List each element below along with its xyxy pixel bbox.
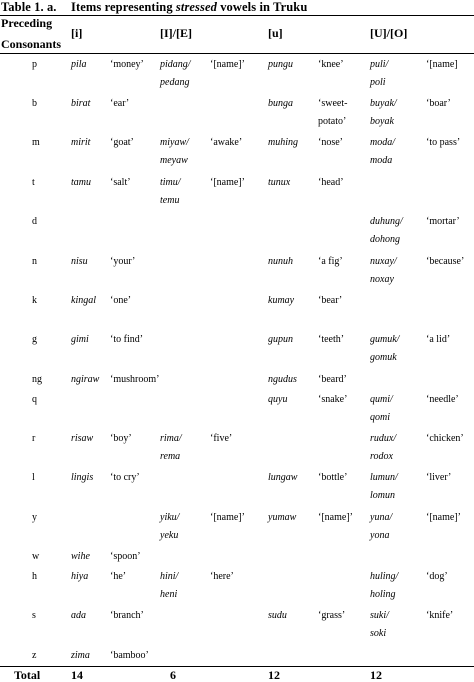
uo-gloss-cell: ‘[name]’ xyxy=(426,512,461,523)
u-gloss-cell: ‘head’ xyxy=(318,177,344,188)
uo-gloss-cell: ‘a lid’ xyxy=(426,334,451,345)
ie-gloss-cell: ‘[name]’ xyxy=(210,177,245,188)
total-i: 14 xyxy=(71,668,83,682)
ie-word-cell: yiku/ xyxy=(160,512,180,523)
table-title xyxy=(1,1,307,13)
consonant-cell: n xyxy=(32,256,37,267)
uo-word-cell: poli xyxy=(370,77,386,88)
consonant-cell: p xyxy=(32,59,37,70)
title-emphasis: stressed xyxy=(175,0,217,14)
uo-word-cell: suki/ xyxy=(370,610,389,621)
ie-word-cell: rema xyxy=(160,451,181,462)
uo-gloss-cell: ‘knife’ xyxy=(426,610,454,621)
uo-word-cell: dohong xyxy=(370,234,400,245)
title-text-pre: Items representing xyxy=(71,0,176,14)
i-gloss-cell: ‘your’ xyxy=(110,256,136,267)
consonant-cell: t xyxy=(32,177,35,188)
u-word-cell: bunga xyxy=(268,98,293,109)
u-gloss-cell: ‘grass’ xyxy=(318,610,346,621)
consonant-cell: l xyxy=(32,472,35,483)
ie-gloss-cell: ‘awake’ xyxy=(210,137,243,148)
i-word-cell: ɑda xyxy=(71,610,86,621)
u-word-cell: sudu xyxy=(268,610,287,621)
i-gloss-cell: ‘boy’ xyxy=(110,433,132,444)
u-word-cell: lungaw xyxy=(268,472,298,483)
consonant-cell: b xyxy=(32,98,37,109)
u-gloss-cell: ‘sweet- xyxy=(318,98,348,109)
u-gloss-cell: ‘bear’ xyxy=(318,295,343,306)
i-gloss-cell: ‘branch’ xyxy=(110,610,144,621)
uo-word-cell: nuxay/ xyxy=(370,256,397,267)
consonant-cell: m xyxy=(32,137,40,148)
uo-gloss-cell: ‘needle’ xyxy=(426,394,459,405)
uo-word-cell: lumun/ xyxy=(370,472,398,483)
ie-word-cell: temu xyxy=(160,195,180,206)
consonant-cell: q xyxy=(32,394,37,405)
uo-word-cell: huling/ xyxy=(370,571,399,582)
u-gloss-cell: ‘snake’ xyxy=(318,394,348,405)
i-gloss-cell: ‘he’ xyxy=(110,571,127,582)
i-word-cell: hiya xyxy=(71,571,89,582)
i-gloss-cell: ‘to find’ xyxy=(110,334,144,345)
ie-gloss-cell: ‘five’ xyxy=(210,433,233,444)
u-word-cell: tunux xyxy=(268,177,291,188)
u-word-cell: ngudus xyxy=(268,374,297,385)
header-consonants: Consonants xyxy=(1,37,62,51)
i-word-cell: nisu xyxy=(71,256,88,267)
u-gloss-cell: ‘[name]’ xyxy=(318,512,353,523)
uo-word-cell: rodox xyxy=(370,451,393,462)
consonant-cell: s xyxy=(32,610,36,621)
table-number: Table 1. a. xyxy=(1,0,57,14)
u-word-cell: kumay xyxy=(268,295,295,306)
consonant-cell: g xyxy=(32,334,37,345)
uo-word-cell: moda/ xyxy=(370,137,395,148)
u-word-cell: muhing xyxy=(268,137,298,148)
i-word-cell: risaw xyxy=(71,433,94,444)
consonant-cell: d xyxy=(32,216,37,227)
u-word-cell: nunuh xyxy=(268,256,293,267)
i-word-cell: ngiraw xyxy=(71,374,100,385)
uo-word-cell: qomi xyxy=(370,412,390,423)
ie-word-cell: miyaw/ xyxy=(160,137,189,148)
ie-word-cell: heni xyxy=(160,589,178,600)
ie-word-cell: meyaw xyxy=(160,155,188,166)
uo-word-cell: yuna/ xyxy=(370,512,393,523)
consonant-cell: ng xyxy=(32,374,42,385)
i-gloss-cell: ‘bamboo’ xyxy=(110,650,149,661)
i-word-cell: kingal xyxy=(71,295,96,306)
consonant-cell: k xyxy=(32,295,37,306)
u-gloss-cell: ‘nose’ xyxy=(318,137,343,148)
consonant-cell: z xyxy=(32,650,37,661)
uo-word-cell: soki xyxy=(370,628,387,639)
uo-gloss-cell: ‘mortar’ xyxy=(426,216,460,227)
i-gloss-cell: ‘one’ xyxy=(110,295,132,306)
uo-gloss-cell: ‘to pass’ xyxy=(426,137,461,148)
i-gloss-cell: ‘money’ xyxy=(110,59,144,70)
uo-word-cell: boyak xyxy=(370,116,394,127)
i-word-cell: pila xyxy=(71,59,87,70)
uo-word-cell: holing xyxy=(370,589,396,600)
uo-word-cell: qumi/ xyxy=(370,394,393,405)
consonant-cell: y xyxy=(32,512,37,523)
uo-word-cell: rudux/ xyxy=(370,433,397,444)
ie-gloss-cell: ‘here’ xyxy=(210,571,234,582)
uo-gloss-cell: ‘dog’ xyxy=(426,571,448,582)
i-word-cell: zima xyxy=(71,650,90,661)
consonant-cell: r xyxy=(32,433,36,444)
uo-word-cell: gomuk xyxy=(370,352,397,363)
i-gloss-cell: ‘goat’ xyxy=(110,137,134,148)
ie-gloss-cell: ‘[name]’ xyxy=(210,59,245,70)
title-text-post: vowels in Truku xyxy=(216,0,308,14)
i-gloss-cell: ‘ear’ xyxy=(110,98,130,109)
consonant-cell: h xyxy=(32,571,37,582)
u-word-cell: yumaw xyxy=(268,512,297,523)
ie-word-cell: rima/ xyxy=(160,433,182,444)
i-gloss-cell: ‘mushroom’ xyxy=(110,374,160,385)
ie-word-cell: hini/ xyxy=(160,571,179,582)
ie-word-cell: timu/ xyxy=(160,177,181,188)
u-word-cell: gupun xyxy=(268,334,293,345)
header-u: [u] xyxy=(268,26,283,40)
i-gloss-cell: ‘salt’ xyxy=(110,177,131,188)
i-word-cell: lingis xyxy=(71,472,94,483)
ie-word-cell: pidang/ xyxy=(160,59,191,70)
uo-gloss-cell: ‘liver’ xyxy=(426,472,452,483)
uo-word-cell: duhung/ xyxy=(370,216,403,227)
ie-gloss-cell: ‘[name]’ xyxy=(210,512,245,523)
totals-rule xyxy=(0,666,474,667)
uo-word-cell: yona xyxy=(370,530,390,541)
u-gloss-cell: ‘bottle’ xyxy=(318,472,348,483)
header-IE: [I]/[E] xyxy=(160,26,192,40)
uo-gloss-cell: ‘because’ xyxy=(426,256,465,267)
uo-word-cell: buyak/ xyxy=(370,98,397,109)
total-IE: 6 xyxy=(170,668,176,682)
u-word-cell: quyu xyxy=(268,394,288,405)
uo-word-cell: moda xyxy=(370,155,393,166)
consonant-cell: w xyxy=(32,551,40,562)
i-word-cell: gimi xyxy=(71,334,89,345)
uo-gloss-cell: ‘chicken’ xyxy=(426,433,464,444)
uo-word-cell: gumuk/ xyxy=(370,334,400,345)
header-bottom-rule xyxy=(0,53,474,54)
total-u: 12 xyxy=(268,668,280,682)
i-word-cell: wihe xyxy=(71,551,90,562)
u-gloss-cell: ‘a fig’ xyxy=(318,256,343,267)
i-word-cell: birat xyxy=(71,98,91,109)
u-word-cell: pungu xyxy=(268,59,293,70)
ie-word-cell: yeku xyxy=(160,530,179,541)
uo-gloss-cell: ‘[name] xyxy=(426,59,458,70)
u-gloss-cell: ‘teeth’ xyxy=(318,334,345,345)
uo-word-cell: lomun xyxy=(370,490,395,501)
u-gloss-cell: ‘knee’ xyxy=(318,59,344,70)
uo-word-cell: puli/ xyxy=(370,59,389,70)
ie-word-cell: pedang xyxy=(160,77,190,88)
i-gloss-cell: ‘to cry’ xyxy=(110,472,140,483)
uo-gloss-cell: ‘boar’ xyxy=(426,98,451,109)
i-word-cell: tɑmu xyxy=(71,177,91,188)
u-gloss-cell: potato’ xyxy=(318,116,347,127)
header-preceding: Preceding xyxy=(1,16,53,30)
total-UO: 12 xyxy=(370,668,382,682)
i-gloss-cell: ‘spoon’ xyxy=(110,551,141,562)
header-UO: [U]/[O] xyxy=(370,26,408,40)
uo-word-cell: noxay xyxy=(370,274,394,285)
header-top-rule xyxy=(0,15,474,16)
total-label: Total xyxy=(14,668,41,682)
header-i: [i] xyxy=(71,26,83,40)
u-gloss-cell: ‘beard’ xyxy=(318,374,347,385)
i-word-cell: mirit xyxy=(71,137,91,148)
